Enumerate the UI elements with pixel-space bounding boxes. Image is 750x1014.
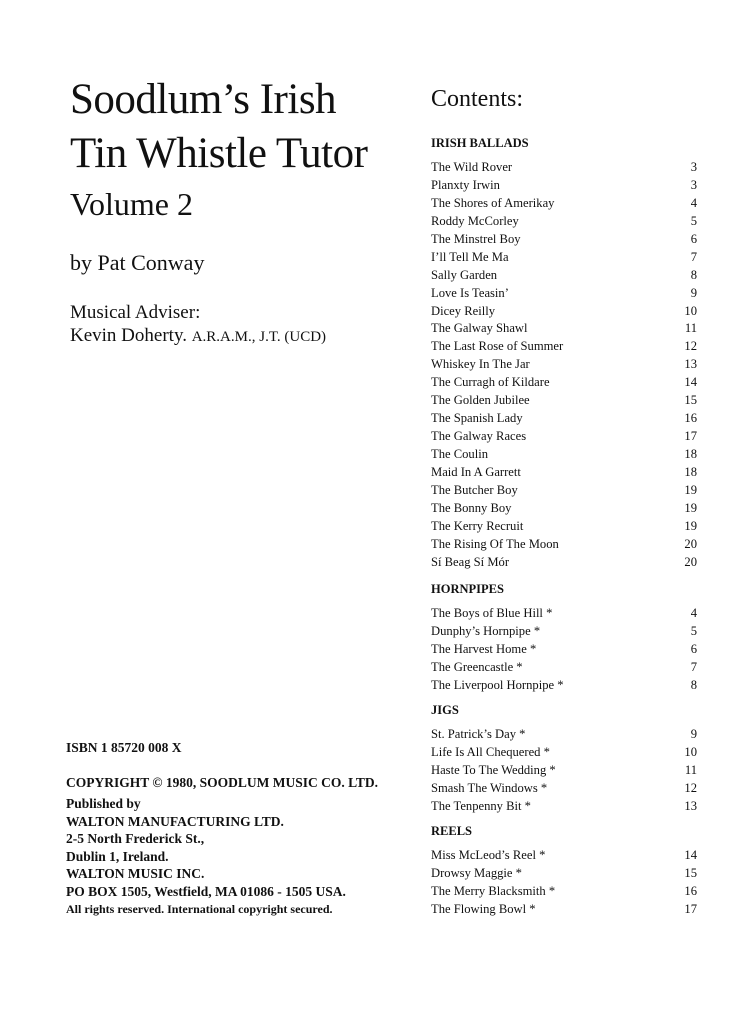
entry-page: 8 <box>690 267 697 282</box>
toc-entry <box>431 901 697 919</box>
entry-page: 17 <box>684 429 697 444</box>
entry-title: The Kerry Recruit <box>431 518 524 533</box>
entry-title: The Rising Of The Moon <box>431 536 559 551</box>
entry-title: Sally Garden <box>431 267 498 282</box>
publisher-line: 2-5 North Frederick St., <box>66 831 205 846</box>
entry-page: 9 <box>690 285 697 300</box>
entry-title: Maid In A Garrett <box>431 464 521 479</box>
publisher-block <box>66 795 346 900</box>
toc-entry <box>431 500 697 518</box>
toc-entry <box>431 762 697 780</box>
toc-entry <box>431 536 697 554</box>
entry-page: 4 <box>690 195 697 210</box>
entry-page: 11 <box>684 321 697 336</box>
entry-page: 19 <box>684 518 697 533</box>
entry-page: 20 <box>684 554 697 569</box>
title-line-2: Tin Whistle Tutor <box>70 130 368 177</box>
entry-page: 19 <box>684 482 697 497</box>
entry-title: The Boys of Blue Hill * <box>431 606 553 620</box>
entry-page: 13 <box>684 798 697 813</box>
publisher-line: WALTON MANUFACTURING LTD. <box>66 813 284 829</box>
toc-section <box>431 582 697 695</box>
entry-title: The Harvest Home * <box>431 641 537 656</box>
entry-title: Haste To The Wedding * <box>431 762 556 777</box>
toc-entry <box>431 213 697 231</box>
entry-page: 15 <box>684 393 697 408</box>
toc-entry <box>431 780 697 798</box>
toc-entry <box>431 446 697 464</box>
entry-page: 5 <box>690 623 697 638</box>
entry-page: 11 <box>684 762 697 777</box>
entry-title: Roddy McCorley <box>431 213 519 228</box>
adviser-label: Musical Adviser: <box>70 302 201 323</box>
toc-entry <box>431 623 697 641</box>
entry-title: Smash The Windows * <box>431 780 548 795</box>
entry-page: 12 <box>684 339 697 354</box>
entry-title: Miss McLeod’s Reel * <box>431 848 546 862</box>
toc-entry <box>431 195 697 213</box>
toc-section <box>431 136 697 572</box>
entry-page: 7 <box>690 659 697 674</box>
adviser <box>70 325 326 347</box>
toc-entry <box>431 231 697 249</box>
entry-title: The Coulin <box>431 447 489 461</box>
adviser-quals: A.R.A.M., J.T. (UCD) <box>191 329 327 345</box>
toc-entry <box>431 605 697 623</box>
section-heading: REELS <box>431 824 472 838</box>
entry-title: The Greencastle * <box>431 659 523 674</box>
entry-title: Drowsy Maggie * <box>431 865 522 880</box>
entry-title: Whiskey In The Jar <box>431 357 530 372</box>
toc-entry <box>431 338 697 356</box>
entry-title: Love Is Teasin’ <box>431 285 509 300</box>
section-heading: IRISH BALLADS <box>431 136 529 150</box>
entry-title: The Tenpenny Bit * <box>431 798 531 813</box>
entry-page: 7 <box>690 249 697 264</box>
entry-page: 10 <box>684 744 697 759</box>
entry-page: 5 <box>690 213 697 228</box>
toc-entry <box>431 410 697 428</box>
entry-page: 18 <box>684 447 697 461</box>
toc-entry <box>431 798 697 816</box>
entry-title: Life Is All Chequered * <box>431 744 550 759</box>
entry-title: The Curragh of Kildare <box>431 375 550 390</box>
toc-entry <box>431 320 697 338</box>
entry-page: 14 <box>684 848 697 862</box>
entry-title: The Liverpool Hornpipe * <box>431 677 564 692</box>
title-line-1: Soodlum’s Irish <box>70 76 337 123</box>
entry-title: The Flowing Bowl * <box>431 901 536 916</box>
entry-page: 6 <box>690 641 697 656</box>
entry-title: The Last Rose of Summer <box>431 339 564 354</box>
publisher-line: Dublin 1, Ireland. <box>66 848 169 864</box>
entry-page: 20 <box>684 536 697 551</box>
entry-title: The Butcher Boy <box>431 482 518 497</box>
toc-entry <box>431 847 697 865</box>
author: by Pat Conway <box>70 250 205 275</box>
entry-title: Planxty Irwin <box>431 177 500 192</box>
entry-title: Dicey Reilly <box>431 303 496 318</box>
entry-page: 6 <box>690 231 697 246</box>
publisher-line: WALTON MUSIC INC. <box>66 866 205 881</box>
toc-section <box>431 824 697 919</box>
section-heading: HORNPIPES <box>431 582 504 596</box>
toc-entry <box>431 677 697 695</box>
entry-title: The Bonny Boy <box>431 500 512 515</box>
entry-title: The Spanish Lady <box>431 411 523 426</box>
isbn: ISBN 1 85720 008 X <box>66 740 182 755</box>
toc-entry <box>431 726 697 744</box>
toc-entry <box>431 659 697 677</box>
entry-title: The Merry Blacksmith * <box>431 883 556 898</box>
entry-page: 8 <box>690 677 697 692</box>
entry-page: 19 <box>684 500 697 515</box>
entry-page: 17 <box>684 901 697 916</box>
toc-entry <box>431 518 697 536</box>
entry-page: 18 <box>684 464 697 479</box>
adviser-name: Kevin Doherty. <box>70 325 187 346</box>
entry-page: 10 <box>684 303 697 318</box>
entry-title: Sí Beag Sí Mór <box>431 554 510 569</box>
toc-entry <box>431 464 697 482</box>
toc-section <box>431 703 697 816</box>
entry-page: 3 <box>690 177 697 192</box>
entry-title: The Wild Rover <box>431 160 513 174</box>
toc-entry <box>431 641 697 659</box>
toc-entry <box>431 356 697 374</box>
entry-title: The Minstrel Boy <box>431 231 521 246</box>
entry-title: St. Patrick’s Day * <box>431 727 526 741</box>
toc-entry <box>431 267 697 285</box>
section-heading: JIGS <box>431 703 459 717</box>
toc-entry <box>431 374 697 392</box>
entry-page: 13 <box>684 357 697 372</box>
toc-entry <box>431 285 697 303</box>
entry-page: 14 <box>684 375 697 390</box>
toc-entry <box>431 177 697 195</box>
toc-entry <box>431 249 697 267</box>
entry-page: 16 <box>684 411 697 426</box>
publisher-line: Published by <box>66 796 141 811</box>
toc-entry <box>431 159 697 177</box>
entry-page: 9 <box>690 727 697 741</box>
toc-entry <box>431 303 697 321</box>
entry-page: 15 <box>684 865 697 880</box>
entry-title: I’ll Tell Me Ma <box>431 249 509 264</box>
toc-entry <box>431 744 697 762</box>
toc-entry <box>431 554 697 572</box>
contents-heading: Contents: <box>431 86 524 112</box>
entry-page: 3 <box>690 160 697 174</box>
copyright: COPYRIGHT © 1980, SOODLUM MUSIC CO. LTD. <box>66 775 378 790</box>
rights: All rights reserved. International copyright secured. <box>66 902 333 916</box>
entry-title: The Shores of Amerikay <box>431 195 555 210</box>
entry-page: 16 <box>684 883 697 898</box>
publisher-line: PO BOX 1505, Westfield, MA 01086 - 1505 USA. <box>66 883 346 899</box>
toc-entry <box>431 865 697 883</box>
toc-entry <box>431 392 697 410</box>
toc-entry <box>431 428 697 446</box>
entry-page: 4 <box>690 606 697 620</box>
entry-title: Dunphy’s Hornpipe * <box>431 623 541 638</box>
entry-title: The Galway Shawl <box>431 321 528 336</box>
entry-title: The Galway Races <box>431 429 527 444</box>
entry-page: 12 <box>684 780 697 795</box>
volume: Volume 2 <box>70 186 193 222</box>
toc-entry <box>431 883 697 901</box>
entry-title: The Golden Jubilee <box>431 393 530 408</box>
toc-entry <box>431 482 697 500</box>
